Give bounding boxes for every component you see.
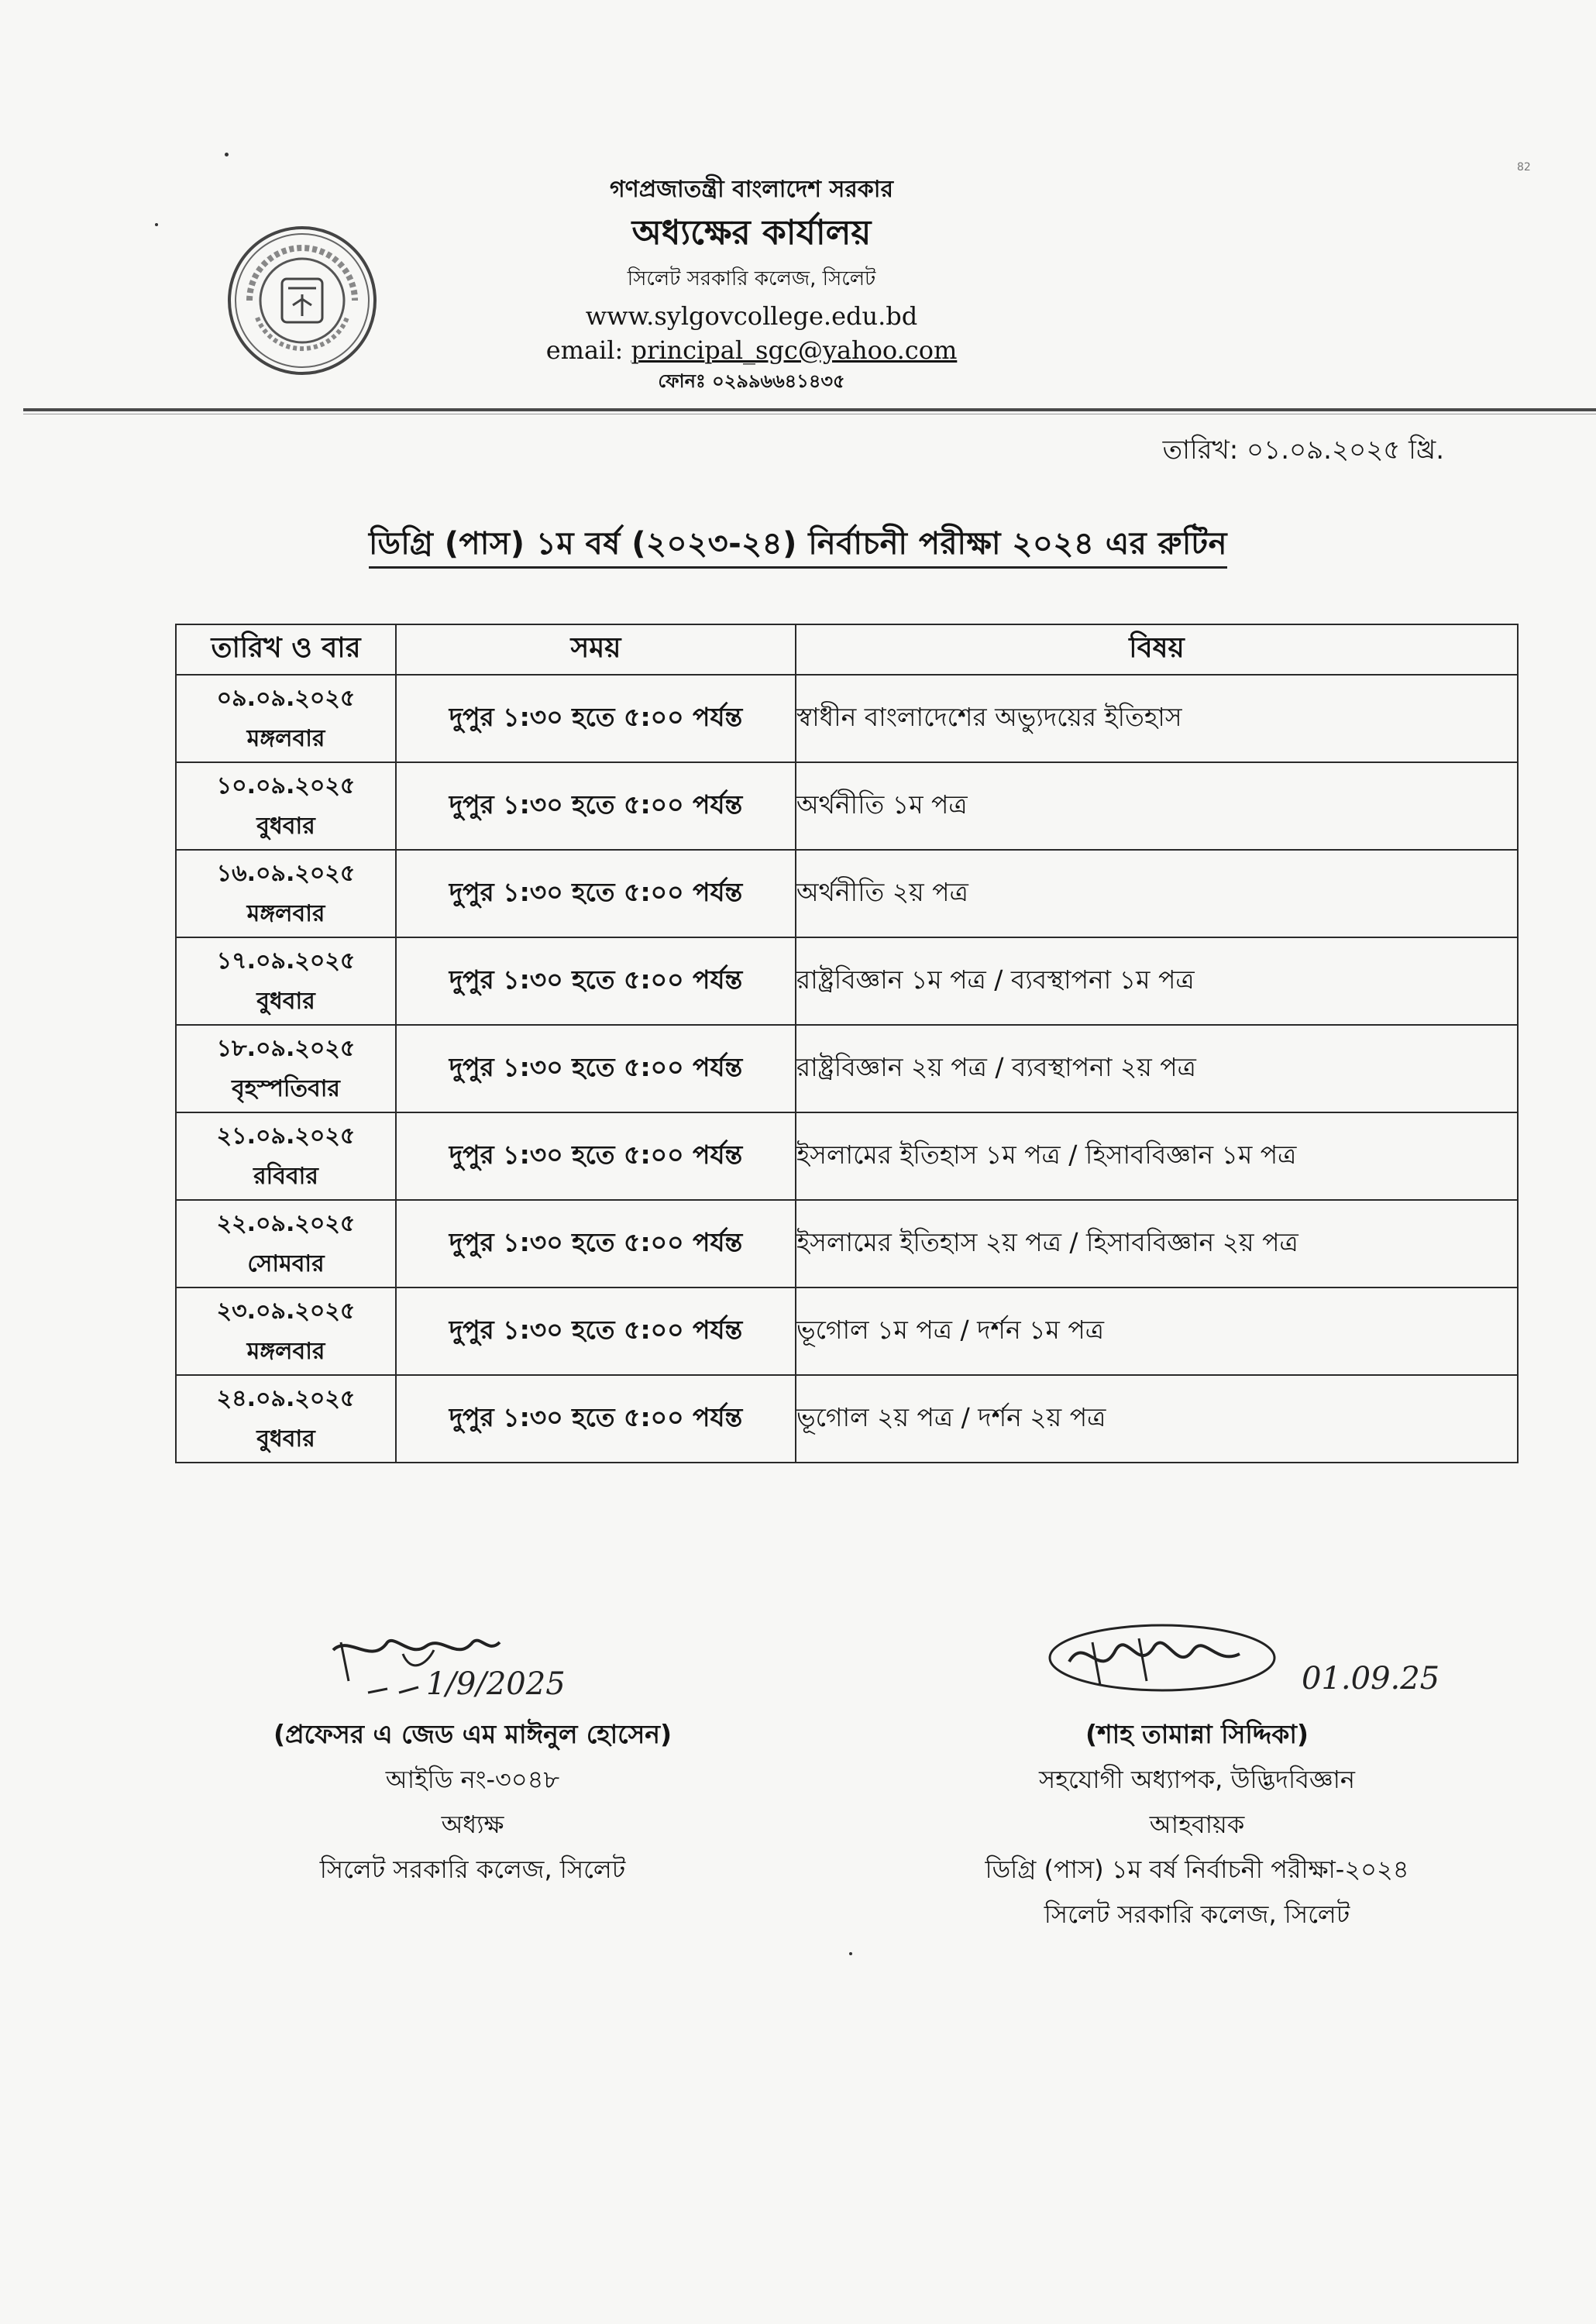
time-cell: দুপুর ১:৩০ হতে ৫:০০ পর্যন্ত	[396, 1112, 796, 1200]
paper-speck	[849, 1952, 852, 1955]
table-row	[176, 850, 1518, 937]
time-cell: দুপুর ১:৩০ হতে ৫:০০ পর্যন্ত	[396, 1287, 796, 1375]
exam-date: ১৭.০৯.২০২৫	[216, 947, 356, 975]
time-cell: দুপুর ১:৩০ হতে ৫:০০ পর্যন্ত	[396, 1025, 796, 1112]
principal-signature-block	[232, 1619, 713, 1892]
exam-date: ২৩.০৯.২০২৫	[216, 1297, 356, 1325]
convener-signature	[906, 1619, 1488, 1712]
exam-day: মঙ্গলবার	[246, 899, 325, 927]
date-cell	[176, 1375, 396, 1463]
principal-signature	[232, 1619, 713, 1712]
phone-number: ফোনঃ ০২৯৯৬৬৪১৪৩৫	[658, 370, 845, 392]
date-cell	[176, 1025, 396, 1112]
exam-date: ১৬.০৯.২০২৫	[216, 859, 356, 887]
subject-cell: রাষ্ট্রবিজ্ঞান ১ম পত্র / ব্যবস্থাপনা ১ম পত্র	[796, 937, 1518, 1025]
paper-speck	[155, 223, 158, 226]
principal-institution: সিলেট সরকারি কলেজ, সিলেট	[319, 1855, 626, 1884]
header-time: সময়	[396, 624, 796, 675]
convener-name: (শাহ তামান্না সিদ্দিকা)	[1085, 1719, 1309, 1749]
date-cell	[176, 675, 396, 762]
date-cell	[176, 1200, 396, 1287]
convener-institution: সিলেট সরকারি কলেজ, সিলেট	[1044, 1899, 1350, 1929]
exam-date: ২২.০৯.২০২৫	[216, 1209, 356, 1237]
time-cell: দুপুর ১:৩০ হতে ৫:০০ পর্যন্ত	[396, 937, 796, 1025]
time-cell: দুপুর ১:৩০ হতে ৫:০০ পর্যন্ত	[396, 850, 796, 937]
exam-day: মঙ্গলবার	[246, 1337, 325, 1365]
date-cell	[176, 1287, 396, 1375]
document-title-text: ডিগ্রি (পাস) ১ম বর্ষ (২০২৩-২৪) নির্বাচনী পরীক্ষা ২০২৪ এর রুটিন	[369, 526, 1227, 569]
table-row	[176, 675, 1518, 762]
exam-date: ২১.০৯.২০২৫	[216, 1122, 356, 1150]
exam-date: ১০.০৯.২০২৫	[216, 772, 356, 799]
table-header-row	[176, 624, 1518, 675]
subject-cell: রাষ্ট্রবিজ্ঞান ২য় পত্র / ব্যবস্থাপনা ২য় পত্র	[796, 1025, 1518, 1112]
letterhead	[465, 172, 1038, 395]
date-cell	[176, 850, 396, 937]
table-row	[176, 937, 1518, 1025]
college-name: সিলেট সরকারি কলেজ, সিলেট	[627, 267, 876, 290]
subject-cell: ভূগোল ১ম পত্র / দর্শন ১ম পত্র	[796, 1287, 1518, 1375]
exam-day: বুধবার	[256, 1425, 315, 1452]
website-link[interactable]: www.sylgovcollege.edu.bd	[585, 301, 918, 331]
subject-cell: অর্থনীতি ১ম পত্র	[796, 762, 1518, 850]
page-number: 82	[1517, 161, 1531, 174]
time-cell: দুপুর ১:৩০ হতে ৫:০০ পর্যন্ত	[396, 1375, 796, 1463]
time-cell: দুপুর ১:৩০ হতে ৫:০০ পর্যন্ত	[396, 762, 796, 850]
subject-cell: ইসলামের ইতিহাস ১ম পত্র / হিসাববিজ্ঞান ১ম পত্র	[796, 1112, 1518, 1200]
principal-handwritten-date: 1/9/2025	[426, 1666, 566, 1702]
exam-date: ২৪.০৯.২০২৫	[216, 1384, 356, 1412]
exam-day: বৃহস্পতিবার	[232, 1074, 340, 1102]
subject-cell: অর্থনীতি ২য় পত্র	[796, 850, 1518, 937]
table-row	[176, 762, 1518, 850]
document-title	[0, 519, 1596, 571]
principal-name: (প্রফেসর এ জেড এম মাঈনুল হোসেন)	[273, 1719, 672, 1749]
date-cell	[176, 937, 396, 1025]
convener-designation: সহযোগী অধ্যাপক, উদ্ভিদবিজ্ঞান	[1039, 1765, 1355, 1794]
office-name: অধ্যক্ষের কার্যালয়	[631, 213, 872, 253]
email-line	[465, 333, 1038, 367]
college-seal-icon	[226, 225, 378, 376]
issue-date: তারিখ: ০১.০৯.২০২৫ খ্রি.	[1162, 435, 1444, 466]
subject-cell: স্বাধীন বাংলাদেশের অভ্যুদয়ের ইতিহাস	[796, 675, 1518, 762]
table-row	[176, 1025, 1518, 1112]
email-label: email:	[545, 335, 624, 365]
subject-cell: ভূগোল ২য় পত্র / দর্শন ২য় পত্র	[796, 1375, 1518, 1463]
table-row	[176, 1200, 1518, 1287]
time-cell: দুপুর ১:৩০ হতে ৫:০০ পর্যন্ত	[396, 1200, 796, 1287]
header-date-day: তারিখ ও বার	[176, 624, 396, 675]
convener-handwritten-date: 01.09.25	[1302, 1661, 1440, 1697]
table-row	[176, 1112, 1518, 1200]
convener-signature-block	[906, 1619, 1488, 1937]
header-subject: বিষয়	[796, 624, 1518, 675]
exam-day: বুধবার	[256, 812, 315, 840]
principal-designation: অধ্যক্ষ	[441, 1810, 504, 1839]
exam-date: ০৯.০৯.২০২৫	[216, 684, 356, 712]
subject-cell: ইসলামের ইতিহাস ২য় পত্র / হিসাববিজ্ঞান ২য় পত্র	[796, 1200, 1518, 1287]
email-link[interactable]: principal_sgc@yahoo.com	[631, 335, 958, 365]
principal-id: আইডি নং-৩০৪৮	[385, 1765, 560, 1794]
government-name: গণপ্রজাতন্ত্রী বাংলাদেশ সরকার	[610, 176, 893, 203]
date-cell	[176, 762, 396, 850]
time-cell: দুপুর ১:৩০ হতে ৫:০০ পর্যন্ত	[396, 675, 796, 762]
date-cell	[176, 1112, 396, 1200]
exam-day: সোমবার	[247, 1250, 325, 1277]
paper-speck	[225, 153, 229, 156]
exam-day: মঙ্গলবার	[246, 724, 325, 752]
exam-day: রবিবার	[253, 1162, 318, 1190]
exam-routine-table	[175, 624, 1519, 1463]
header-divider	[23, 408, 1596, 411]
convener-role: আহবায়ক	[1149, 1810, 1245, 1839]
exam-date: ১৮.০৯.২০২৫	[216, 1034, 356, 1062]
table-row	[176, 1375, 1518, 1463]
table-row	[176, 1287, 1518, 1375]
exam-day: বুধবার	[256, 987, 315, 1015]
convener-committee: ডিগ্রি (পাস) ১ম বর্ষ নির্বাচনী পরীক্ষা-২০২৪	[985, 1855, 1409, 1884]
